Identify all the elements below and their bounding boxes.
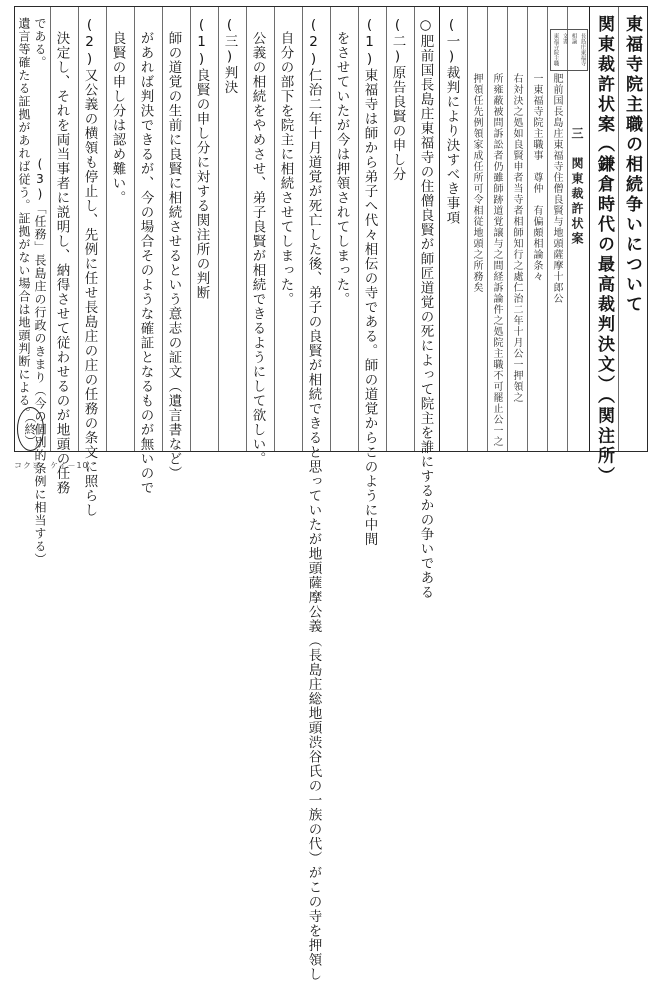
stamp-text: 相論: [570, 33, 577, 44]
rule-line: [162, 7, 163, 451]
stamp-text: 長島庄東福寺: [579, 33, 586, 66]
rule-line: [527, 7, 528, 451]
body-line: 師の道覚の生前に良賢に相続させるという意志の証文（遺言書など）: [165, 31, 182, 481]
printed-line: 右対決之処如良賢申者当寺者相師知行之處仁治二年十月公一押領之: [511, 73, 522, 403]
rule-line: [386, 7, 387, 451]
body-line: をさせていたが今は押領されてしまった。: [333, 31, 350, 307]
printed-heading: 三 関東裁許状案: [570, 127, 584, 247]
archive-stamp: [550, 29, 588, 71]
body-line: (1)東福寺は師から弟子へ代々相伝の寺である。師の道覚からこのように中間: [361, 17, 378, 547]
body-line: である。: [33, 17, 47, 69]
rule-line: [547, 7, 548, 451]
body-line: ○肥前国長島庄東福寺の住僧良賢が師匠道覚の死によって院主を誰にするかの争いである: [417, 17, 434, 600]
body-line: 公義の相続をやめさせ、弟子良賢が相続できるようにして欲しい。: [249, 31, 266, 466]
body-line: (一)裁判により決すべき事項: [443, 17, 460, 225]
rule-line: [50, 7, 51, 451]
section-divider: [589, 7, 590, 451]
body-line: (二)原告良賢の申し分: [389, 17, 406, 182]
rule-line: [618, 7, 619, 451]
stamp-text: 東福寺院主職: [552, 33, 559, 66]
rule-line: [358, 7, 359, 451]
printed-line: 押領任先例領家成任所可令相従地頭之所務矣: [471, 73, 482, 293]
rule-line: [190, 7, 191, 451]
rule-line: [487, 7, 488, 451]
rule-line: [218, 7, 219, 451]
rule-line: [274, 7, 275, 451]
title-line-1: 東福寺院主職の相続争いについて: [622, 15, 642, 315]
rule-line: [507, 7, 508, 451]
body-line: (2)仁治二年十月道覚が死亡した後、弟子の良賢が相続できると思っていたが地頭薩摩公義（長島庄総地頭渋谷氏の一族の代）がこの寺を押領し: [305, 17, 322, 982]
paper-brand-footer: コクヨ ケイ－10: [14, 461, 89, 470]
rule-line: [106, 7, 107, 451]
printed-line: 肥前国長島庄東福寺住僧良賢与地頭薩摩十郎公: [551, 73, 562, 304]
body-line: 自分の部下を院主に相続させてしまった。: [277, 31, 294, 307]
body-line: 遺言等確たる証拠があれば従う。証拠がない場合は地頭判断による。: [17, 17, 31, 420]
title-line-2: 関東裁許状案（鎌倉時代の最高裁判決文）（関注所）: [594, 15, 614, 487]
body-line: 決定し、それを両当事者に説明し、納得させて従わせるのが地頭の任務: [53, 31, 70, 495]
printed-line: 所雍蔽被問訴訟者仍雖師跡道覚譲与之間経訴論件之処院主職不可罷止公一之: [491, 73, 502, 447]
rule-line: [467, 7, 468, 451]
rule-line: [134, 7, 135, 451]
section-divider: [439, 7, 440, 451]
body-line: があれば判決できるが、今の場合そのような確証となるものが無いので: [137, 31, 154, 495]
rule-line: [246, 7, 247, 451]
body-line: (2)又公義の横領も停止し、先例に任せ長島庄の庄の任務の条文に照らし: [81, 17, 98, 518]
body-line: (3)「任務」長島庄の行政のきまり（今の個別的条例に相当する）: [33, 157, 47, 566]
rule-line: [414, 7, 415, 451]
closing-mark: （終）: [17, 407, 44, 451]
rule-line: [302, 7, 303, 451]
body-line: (1)良賢の申し分に対する関注所の判断: [193, 17, 210, 300]
rule-line: [567, 7, 568, 451]
rule-line: [78, 7, 79, 451]
stamp-text: 文書: [561, 33, 568, 44]
printed-line: 一東福寺院主職事 尊仲 有偏頗相論条々: [531, 73, 542, 282]
rule-line: [330, 7, 331, 451]
body-line: 良賢の申し分は認め難い。: [109, 31, 126, 205]
body-line: (三)判決: [221, 17, 238, 95]
